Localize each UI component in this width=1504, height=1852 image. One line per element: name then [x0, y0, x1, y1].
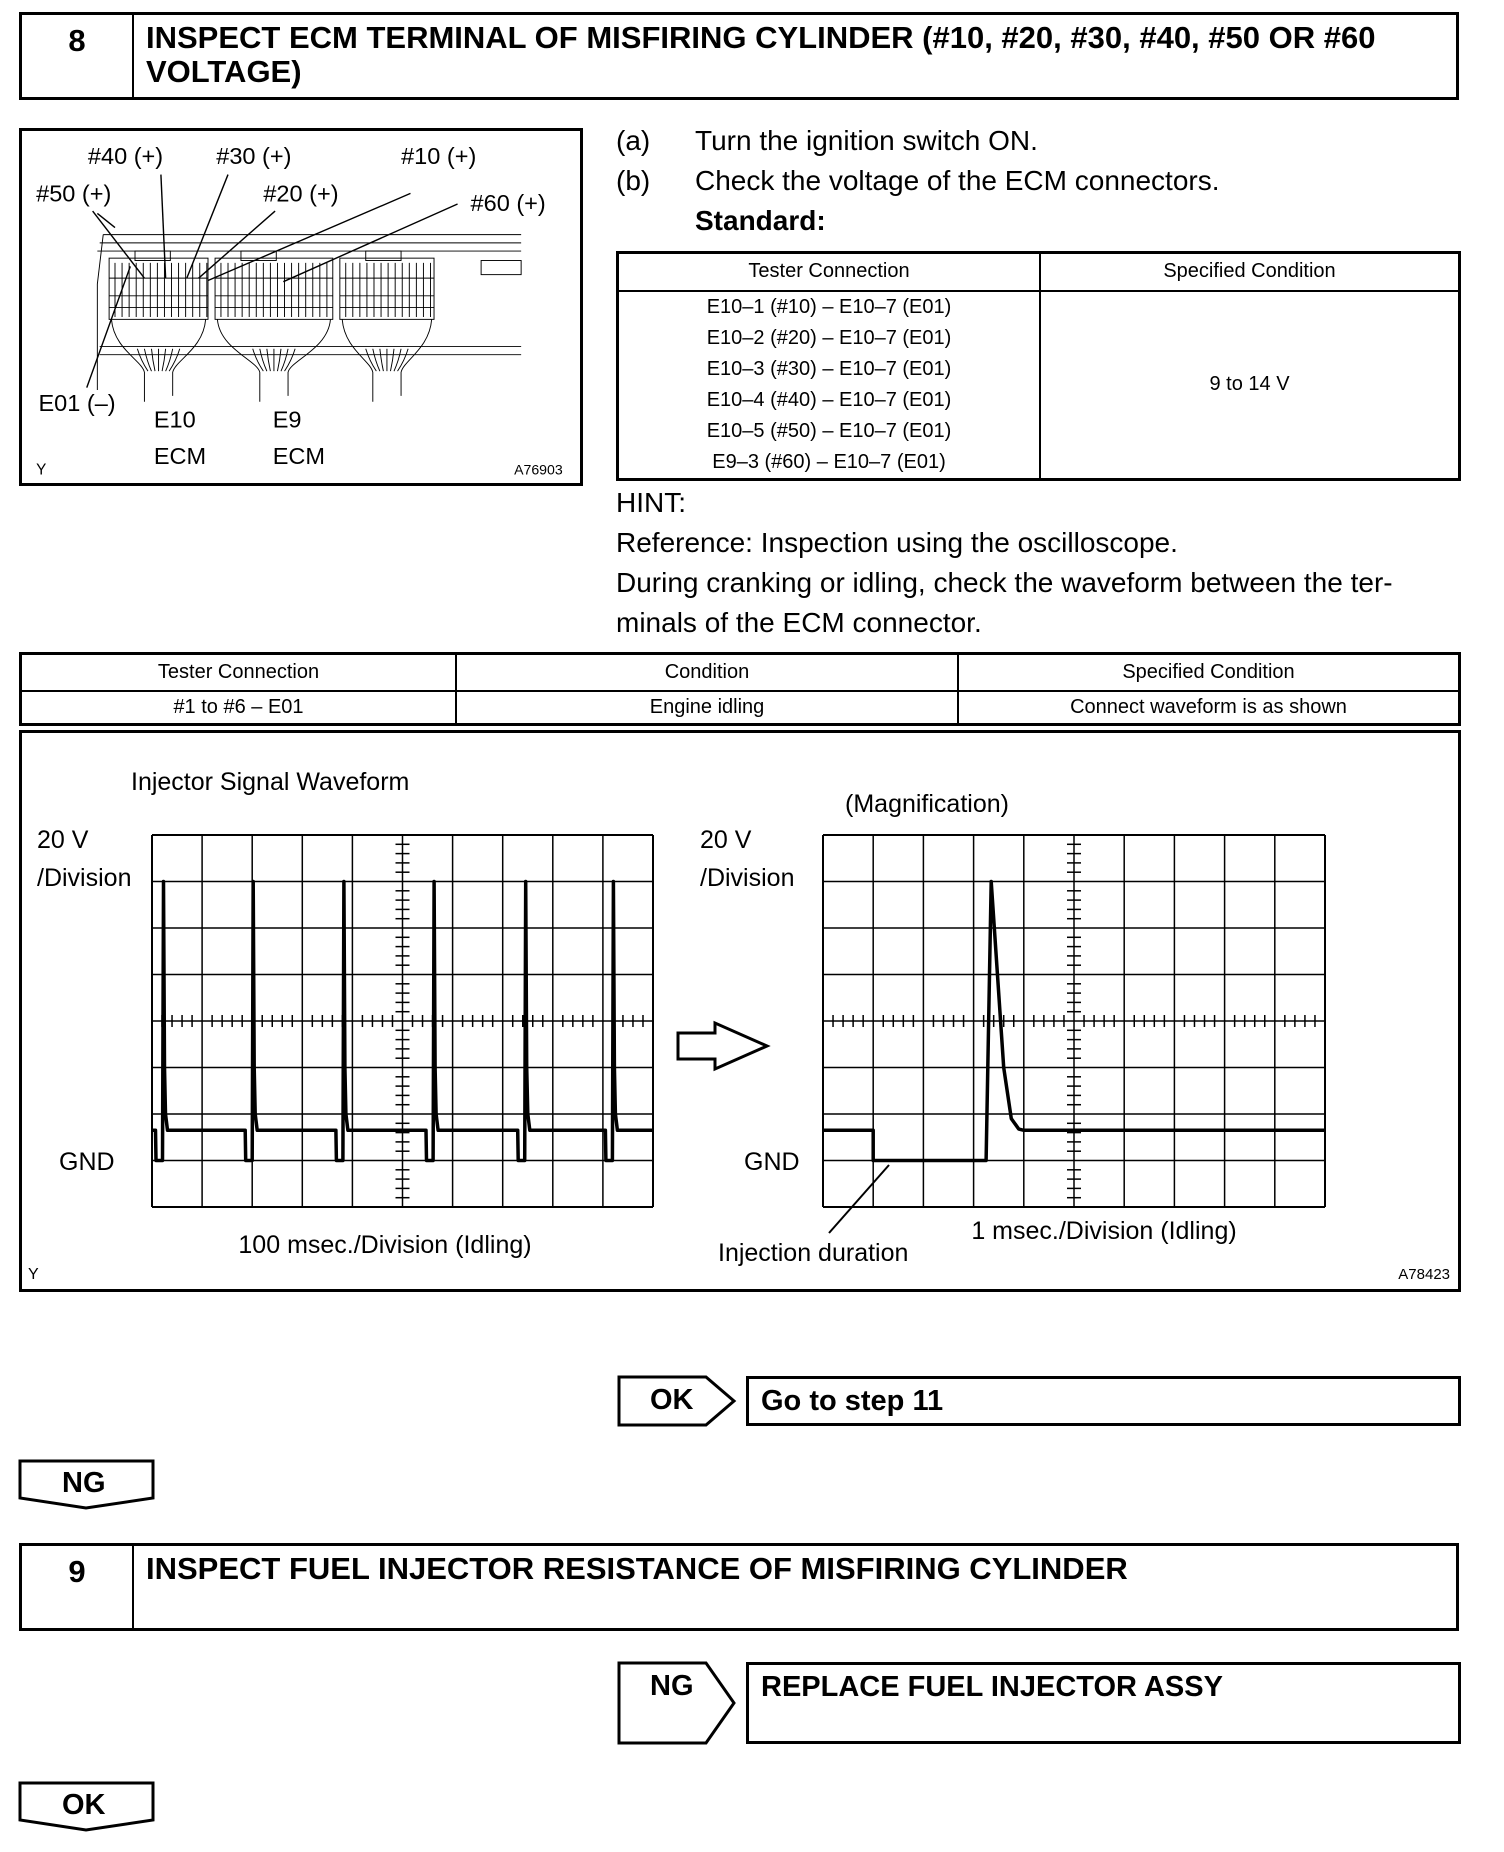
- connection-row: E10–3 (#30) – E10–7 (E01): [706, 357, 952, 380]
- step-a-text: Turn the ignition switch ON.: [695, 125, 1038, 156]
- step-title: INSPECT FUEL INJECTOR RESISTANCE OF MISFIRING CYLINDER: [146, 1551, 1128, 1586]
- label-connector-e9: E9: [272, 406, 302, 433]
- step-title: INSPECT ECM TERMINAL OF MISFIRING CYLINDER (#10, #20, #30, #40, #50 OR #60 VOLTAGE): [146, 20, 1376, 89]
- y-scale-left-1: 20 V: [37, 826, 89, 854]
- label-ecm-2: ECM: [272, 443, 326, 470]
- header-tester-connection: Tester Connection: [618, 253, 1041, 291]
- label-ecm-1: ECM: [153, 443, 207, 470]
- step-b-marker: (b): [616, 165, 651, 196]
- connection-row: E10–5 (#50) – E10–7 (E01): [706, 419, 952, 442]
- hint-line-3: minals of the ECM connector.: [616, 607, 982, 638]
- waveform-charts: [22, 733, 1458, 1289]
- connection-row: E10–1 (#10) – E10–7 (E01): [706, 295, 952, 318]
- chart-title-right: (Magnification): [845, 790, 1009, 818]
- standard-table: [616, 251, 1461, 481]
- ok-label: OK: [62, 1789, 106, 1821]
- connector-block: [340, 258, 434, 319]
- cell-condition: Engine idling: [456, 691, 958, 725]
- ecm-connector-diagram: [19, 128, 583, 486]
- label-terminal-40: #40 (+): [87, 142, 164, 169]
- cell-specified-condition: Connect waveform is as shown: [958, 691, 1460, 725]
- specified-condition-value: 9 to 14 V: [1040, 291, 1460, 480]
- hint-line-1: Reference: Inspection using the oscilloscope.: [616, 527, 1178, 558]
- header-specified-condition: Specified Condition: [958, 654, 1460, 691]
- label-terminal-e01: E01 (–): [38, 390, 116, 417]
- ok-action-box[interactable]: Go to step 11: [746, 1376, 1461, 1426]
- ng-label: NG: [650, 1670, 694, 1702]
- label-terminal-30: #30 (+): [216, 142, 292, 169]
- header-specified-condition: Specified Condition: [1040, 253, 1460, 291]
- magnify-arrow-icon: [678, 1023, 767, 1069]
- header-tester-connection: Tester Connection: [21, 654, 457, 691]
- waveform-figure: [19, 730, 1461, 1292]
- injection-duration-leader: [829, 1165, 889, 1233]
- label-terminal-50: #50 (+): [36, 180, 112, 207]
- step-b-text: Check the voltage of the ECM connectors.: [695, 165, 1220, 196]
- label-terminal-60: #60 (+): [470, 190, 546, 217]
- figure-corner-mark: Y: [28, 1266, 39, 1283]
- hint-line-2: During cranking or idling, check the waveform between the ter-: [616, 567, 1393, 598]
- y-scale-left-2: /Division: [37, 864, 132, 892]
- label-terminal-20: #20 (+): [263, 180, 339, 207]
- tester-connections-cell: [618, 291, 1041, 480]
- scope-grid-left: [152, 835, 653, 1207]
- step-a-marker: (a): [616, 125, 651, 156]
- gnd-label-right: GND: [744, 1148, 800, 1176]
- ng-action-box[interactable]: REPLACE FUEL INJECTOR ASSY: [746, 1662, 1461, 1744]
- cell-tester-connection: #1 to #6 – E01: [21, 691, 457, 725]
- connection-row: E10–4 (#40) – E10–7 (E01): [706, 388, 952, 411]
- ok-label: OK: [650, 1384, 694, 1416]
- y-scale-right-2: /Division: [700, 864, 795, 892]
- chart-title-left: Injector Signal Waveform: [131, 768, 410, 796]
- injection-duration-label: Injection duration: [718, 1239, 909, 1267]
- figure-corner-mark: Y: [36, 461, 47, 479]
- header-condition: Condition: [456, 654, 958, 691]
- ng-label: NG: [62, 1467, 106, 1499]
- figure-id: A76903: [514, 461, 563, 478]
- ecm-connector-illustration: [22, 131, 580, 483]
- oscilloscope-table: [19, 652, 1461, 726]
- step-number: 9: [22, 1546, 134, 1628]
- standard-label: Standard:: [695, 205, 826, 236]
- connection-row: E10–2 (#20) – E10–7 (E01): [706, 326, 952, 349]
- x-scale-left: 100 msec./Division (Idling): [238, 1231, 532, 1259]
- y-scale-right-1: 20 V: [700, 826, 752, 854]
- gnd-label-left: GND: [59, 1148, 115, 1176]
- label-terminal-10: #10 (+): [401, 142, 477, 169]
- label-connector-e10: E10: [153, 406, 196, 433]
- step-9-header: [19, 1543, 1459, 1631]
- step-number: 8: [22, 15, 134, 97]
- hint-label: HINT:: [616, 487, 686, 518]
- step-8-header: [19, 12, 1459, 100]
- figure-id: A78423: [1398, 1266, 1450, 1283]
- scope-grid-right: [823, 835, 1325, 1207]
- x-scale-right: 1 msec./Division (Idling): [971, 1217, 1237, 1245]
- connection-row: E9–3 (#60) – E10–7 (E01): [712, 450, 946, 473]
